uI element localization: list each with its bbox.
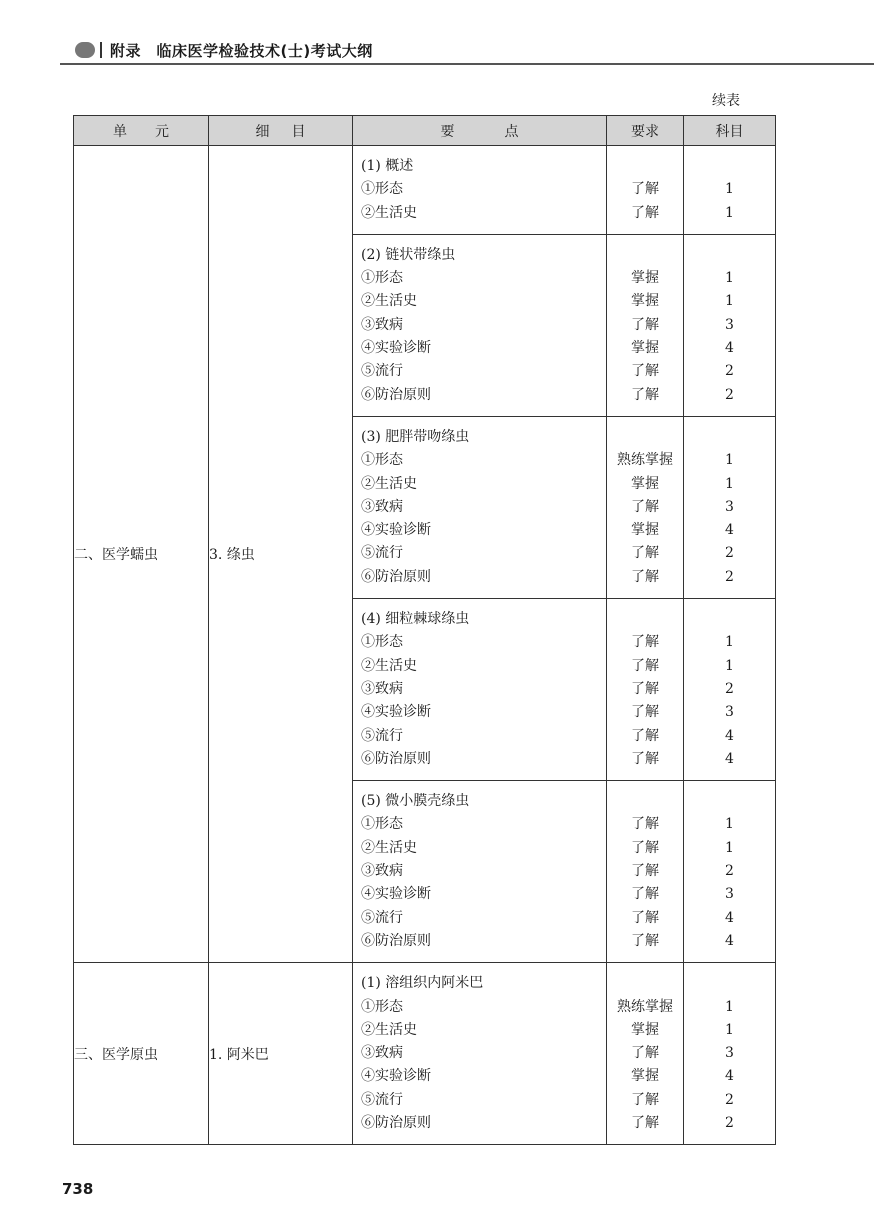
requirement-value: 了解 bbox=[631, 657, 659, 674]
subject-value: 1 bbox=[725, 634, 734, 651]
spacer bbox=[684, 155, 775, 178]
point-item: ④实验诊断 bbox=[361, 886, 431, 903]
subject-value: 2 bbox=[725, 1091, 734, 1108]
point-item: ⑤流行 bbox=[361, 727, 403, 744]
point-item: ②生活史 bbox=[361, 204, 417, 221]
requirement-cell bbox=[607, 234, 684, 416]
point-item: ④实验诊断 bbox=[361, 704, 431, 721]
subject-list bbox=[684, 235, 775, 416]
requirement-value: 了解 bbox=[631, 634, 659, 651]
subject-value: 1 bbox=[725, 839, 734, 856]
subject-value: 4 bbox=[725, 340, 734, 357]
spacer bbox=[684, 244, 775, 267]
requirement-value: 掌握 bbox=[631, 293, 659, 310]
point-item: ④实验诊断 bbox=[361, 1068, 431, 1085]
subject-list bbox=[684, 417, 775, 598]
requirement-cell bbox=[607, 146, 684, 235]
requirement-list bbox=[607, 781, 683, 962]
requirement-value: 了解 bbox=[631, 316, 659, 333]
requirement-value: 了解 bbox=[631, 498, 659, 515]
point-item: ③致病 bbox=[361, 680, 403, 697]
point-item: ②生活史 bbox=[361, 475, 417, 492]
requirement-value: 熟练掌握 bbox=[617, 998, 673, 1015]
point-item: ⑥防治原则 bbox=[361, 386, 431, 403]
requirement-value: 了解 bbox=[631, 704, 659, 721]
point-item: ⑤流行 bbox=[361, 363, 403, 380]
spacer bbox=[684, 608, 775, 631]
subject-value: 1 bbox=[725, 452, 734, 469]
point-item: ③致病 bbox=[361, 498, 403, 515]
requirement-cell bbox=[607, 599, 684, 781]
subject-value: 2 bbox=[725, 863, 734, 880]
requirement-value: 了解 bbox=[631, 568, 659, 585]
point-item: ①形态 bbox=[361, 270, 403, 287]
unit-cell: 二、医学蠕虫 bbox=[74, 146, 209, 963]
item-cell: 3. 绦虫 bbox=[209, 146, 353, 963]
subject-value: 1 bbox=[725, 204, 734, 221]
subject-value: 3 bbox=[725, 704, 734, 721]
point-item: ⑥防治原则 bbox=[361, 750, 431, 767]
requirement-value: 了解 bbox=[631, 680, 659, 697]
subject-value: 3 bbox=[725, 1045, 734, 1062]
requirement-value: 了解 bbox=[631, 886, 659, 903]
spacer bbox=[684, 426, 775, 449]
point-heading: (2) 链状带绦虫 bbox=[361, 246, 456, 263]
table-header-row bbox=[74, 116, 776, 146]
requirement-value: 了解 bbox=[631, 932, 659, 949]
subject-cell bbox=[684, 234, 776, 416]
subject-value: 4 bbox=[725, 727, 734, 744]
point-item: ⑤流行 bbox=[361, 545, 403, 562]
spacer bbox=[684, 972, 775, 995]
requirement-value: 掌握 bbox=[631, 1021, 659, 1038]
subject-value: 3 bbox=[725, 316, 734, 333]
requirement-list bbox=[607, 963, 683, 1144]
requirement-value: 掌握 bbox=[631, 1068, 659, 1085]
point-item: ⑥防治原则 bbox=[361, 932, 431, 949]
requirement-value: 熟练掌握 bbox=[617, 452, 673, 469]
subject-value: 2 bbox=[725, 545, 734, 562]
page-number: 738 bbox=[62, 1180, 94, 1198]
requirement-value: 了解 bbox=[631, 181, 659, 198]
point-item: ②生活史 bbox=[361, 657, 417, 674]
subject-value: 3 bbox=[725, 886, 734, 903]
subject-list bbox=[684, 599, 775, 780]
requirement-value: 了解 bbox=[631, 363, 659, 380]
requirement-list bbox=[607, 146, 683, 234]
points-cell bbox=[353, 599, 607, 781]
point-heading: (4) 细粒棘球绦虫 bbox=[361, 611, 470, 628]
point-heading: (1) 概述 bbox=[361, 158, 414, 174]
spacer bbox=[607, 790, 683, 813]
requirement-value: 掌握 bbox=[631, 340, 659, 357]
points-cell bbox=[353, 963, 607, 1145]
spacer bbox=[607, 155, 683, 178]
item-cell: 1. 阿米巴 bbox=[209, 963, 353, 1145]
point-item: ①形态 bbox=[361, 452, 403, 469]
subject-cell bbox=[684, 963, 776, 1145]
subject-cell bbox=[684, 599, 776, 781]
requirement-value: 掌握 bbox=[631, 522, 659, 539]
point-item: ②生活史 bbox=[361, 839, 417, 856]
subject-value: 2 bbox=[725, 568, 734, 585]
col-header-item-text: 细目 bbox=[255, 123, 328, 140]
points-cell bbox=[353, 234, 607, 416]
requirement-value: 了解 bbox=[631, 204, 659, 221]
subject-value: 2 bbox=[725, 386, 734, 403]
point-item: ①形态 bbox=[361, 634, 403, 651]
requirement-value: 了解 bbox=[631, 727, 659, 744]
point-item: ⑥防治原则 bbox=[361, 1114, 431, 1131]
requirement-value: 掌握 bbox=[631, 475, 659, 492]
subject-value: 2 bbox=[725, 1114, 734, 1131]
point-item: ②生活史 bbox=[361, 293, 417, 310]
header-title: 附录 临床医学检验技术(士)考试大纲 bbox=[110, 42, 373, 60]
subject-value: 1 bbox=[725, 181, 734, 198]
subject-value: 1 bbox=[725, 475, 734, 492]
point-item: ③致病 bbox=[361, 1045, 403, 1062]
requirement-value: 了解 bbox=[631, 1045, 659, 1062]
requirement-value: 了解 bbox=[631, 386, 659, 403]
header-rule bbox=[60, 63, 874, 65]
subject-value: 1 bbox=[725, 998, 734, 1015]
point-item: ②生活史 bbox=[361, 1021, 417, 1038]
requirement-value: 了解 bbox=[631, 909, 659, 926]
subject-value: 1 bbox=[725, 816, 734, 833]
table-row bbox=[74, 146, 776, 235]
point-item: ④实验诊断 bbox=[361, 340, 431, 357]
requirement-value: 掌握 bbox=[631, 270, 659, 287]
subject-cell bbox=[684, 416, 776, 598]
point-item: ①形态 bbox=[361, 998, 403, 1015]
point-item: ①形态 bbox=[361, 181, 403, 198]
point-heading: (5) 微小膜壳绦虫 bbox=[361, 793, 470, 810]
requirement-cell bbox=[607, 963, 684, 1145]
subject-value: 4 bbox=[725, 932, 734, 949]
point-item: ①形态 bbox=[361, 816, 403, 833]
subject-value: 4 bbox=[725, 1068, 734, 1085]
section-badge-icon bbox=[75, 42, 95, 58]
subject-value: 1 bbox=[725, 1021, 734, 1038]
subject-list bbox=[684, 963, 775, 1144]
subject-cell bbox=[684, 146, 776, 235]
subject-list bbox=[684, 781, 775, 962]
subject-value: 2 bbox=[725, 680, 734, 697]
point-heading: (1) 溶组织内阿米巴 bbox=[361, 975, 484, 992]
col-header-points bbox=[353, 116, 607, 146]
points-list bbox=[353, 235, 606, 416]
syllabus-table bbox=[73, 115, 776, 1145]
point-heading: (3) 肥胖带吻绦虫 bbox=[361, 428, 470, 445]
spacer bbox=[607, 244, 683, 267]
points-list bbox=[353, 963, 606, 1144]
point-item: ⑤流行 bbox=[361, 909, 403, 926]
requirement-list bbox=[607, 417, 683, 598]
col-header-points-text: 要点 bbox=[440, 123, 569, 140]
subject-value: 4 bbox=[725, 522, 734, 539]
table-row bbox=[74, 963, 776, 1145]
points-cell bbox=[353, 416, 607, 598]
requirement-cell bbox=[607, 781, 684, 963]
points-list bbox=[353, 599, 606, 780]
requirement-list bbox=[607, 599, 683, 780]
running-header bbox=[60, 33, 874, 63]
col-header-unit-text: 单元 bbox=[113, 123, 197, 140]
subject-cell bbox=[684, 781, 776, 963]
requirement-value: 了解 bbox=[631, 839, 659, 856]
col-header-requirement: 要求 bbox=[607, 116, 684, 146]
points-cell bbox=[353, 146, 607, 235]
points-list bbox=[353, 417, 606, 598]
subject-list bbox=[684, 146, 775, 234]
requirement-value: 了解 bbox=[631, 863, 659, 880]
spacer bbox=[607, 426, 683, 449]
points-list bbox=[353, 146, 606, 234]
spacer bbox=[684, 790, 775, 813]
col-header-unit bbox=[74, 116, 209, 146]
subject-value: 4 bbox=[725, 909, 734, 926]
requirement-list bbox=[607, 235, 683, 416]
col-header-subject: 科目 bbox=[684, 116, 776, 146]
points-list bbox=[353, 781, 606, 962]
spacer bbox=[607, 608, 683, 631]
header-divider bbox=[100, 42, 102, 58]
subject-value: 3 bbox=[725, 498, 734, 515]
subject-value: 4 bbox=[725, 750, 734, 767]
requirement-value: 了解 bbox=[631, 816, 659, 833]
requirement-value: 了解 bbox=[631, 545, 659, 562]
requirement-cell bbox=[607, 416, 684, 598]
points-cell bbox=[353, 781, 607, 963]
point-item: ⑥防治原则 bbox=[361, 568, 431, 585]
point-item: ③致病 bbox=[361, 316, 403, 333]
requirement-value: 了解 bbox=[631, 1114, 659, 1131]
continuation-label: 续表 bbox=[712, 93, 740, 109]
spacer bbox=[607, 972, 683, 995]
requirement-value: 了解 bbox=[631, 1091, 659, 1108]
point-item: ⑤流行 bbox=[361, 1091, 403, 1108]
unit-cell: 三、医学原虫 bbox=[74, 963, 209, 1145]
point-item: ③致病 bbox=[361, 863, 403, 880]
subject-value: 1 bbox=[725, 657, 734, 674]
subject-value: 2 bbox=[725, 363, 734, 380]
subject-value: 1 bbox=[725, 293, 734, 310]
col-header-item bbox=[209, 116, 353, 146]
subject-value: 1 bbox=[725, 270, 734, 287]
requirement-value: 了解 bbox=[631, 750, 659, 767]
point-item: ④实验诊断 bbox=[361, 522, 431, 539]
